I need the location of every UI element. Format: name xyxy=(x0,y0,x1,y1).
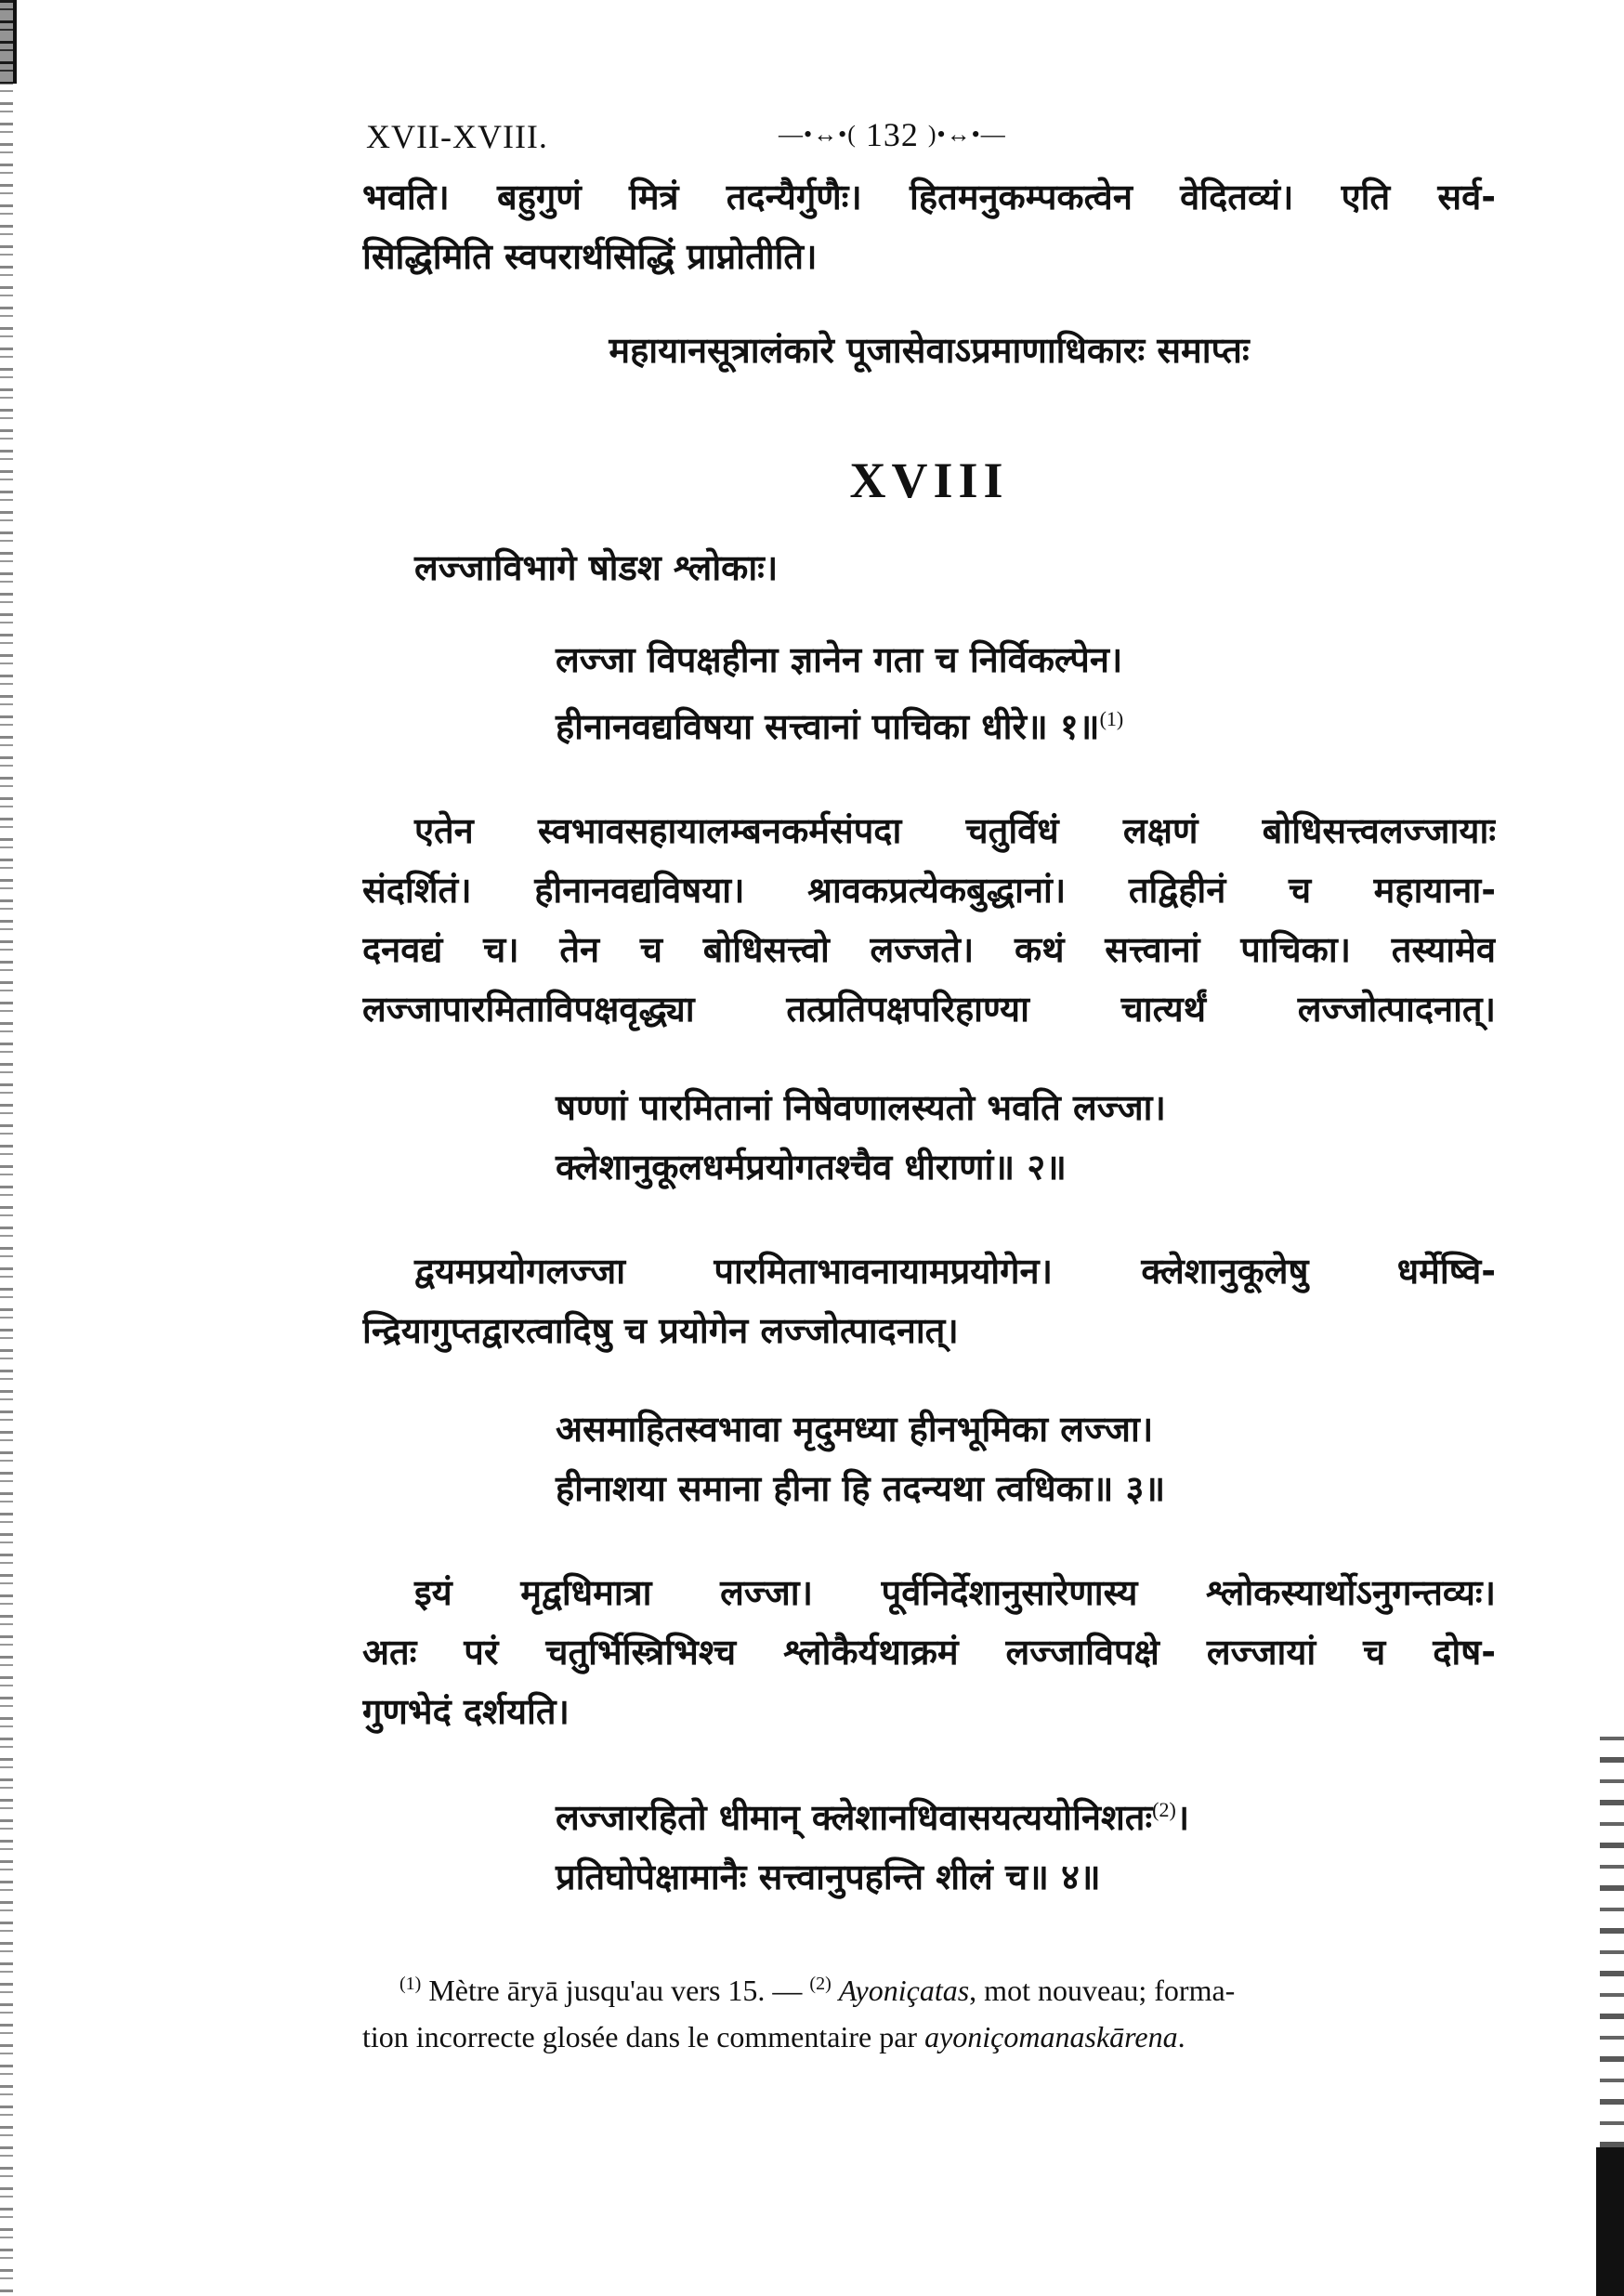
paragraph-line: अतः परं चतुर्भिस्त्रिभिश्च श्लोकैर्यथाक्रमं लज्जाविपक्षे लज्जायां च दोष- xyxy=(362,1632,1496,1673)
footnote-text: Mètre āryā jusqu'au vers 15. — xyxy=(428,1974,810,2007)
commentary-1 xyxy=(362,801,1496,1039)
paragraph-line: न्द्रियागुप्तद्वारत्वादिषु च प्रयोगेन लज्जोत्पादनात्। xyxy=(362,1310,959,1351)
verse-1 xyxy=(362,630,1496,756)
paragraph-line: भवति। बहुगुणं मित्रं तदन्यैर्गुणैः। हितमनुकम्पकत्वेन वेदितव्यं। एति सर्व- xyxy=(362,177,1496,217)
footnote-term: Ayoniçatas xyxy=(838,1974,970,2007)
page-number-block xyxy=(779,115,1006,154)
scan-corner-mark xyxy=(1596,2147,1624,2296)
verse-line: लज्जा विपक्षहीना ज्ञानेन गता च निर्विकल्पेन। xyxy=(556,639,1123,680)
footnote-line xyxy=(362,1961,1496,2014)
footnote-ref: (2) xyxy=(809,1974,832,1994)
paragraph-line: द्वयमप्रयोगलज्जा पारमिताभावनायामप्रयोगेन। क्लेशानुकूलेषु धर्मेष्वि- xyxy=(414,1251,1496,1292)
paragraph-line: सिद्धिमिति स्वपरार्थसिद्धिं प्राप्नोतीति। xyxy=(362,236,818,277)
book-page xyxy=(362,102,1496,2060)
verse-line xyxy=(556,1780,1496,1847)
footnote-end: . xyxy=(1177,2020,1185,2053)
verse-line-end: । xyxy=(1175,1797,1190,1838)
scan-binding-edge xyxy=(0,0,13,2296)
section-range: XVII-XVIII. xyxy=(366,118,548,155)
footnote-marker: (1) xyxy=(1099,707,1124,730)
ornament-left: —•↔•( xyxy=(779,121,857,148)
page-number: 132 xyxy=(865,116,919,153)
paragraph-line: एतेन स्वभावसहायालम्बनकर्मसंपदा चतुर्विधं लक्षणं बोधिसत्त्वलज्जायाः xyxy=(414,810,1496,851)
footnote-text: , mot nouveau; forma- xyxy=(969,1974,1236,2007)
opening-paragraph xyxy=(362,167,1496,286)
chapter-title: XVIII xyxy=(849,453,1009,508)
verse-4 xyxy=(362,1780,1496,1907)
paragraph-line: दनवद्यं च। तेन च बोधिसत्त्वो लज्जते। कथं सत्त्वानां पाचिका। तस्यामेव xyxy=(362,929,1496,970)
verse-line: षण्णां पारमितानां निषेवणालस्यतो भवति लज्जा। xyxy=(556,1087,1166,1128)
footnotes xyxy=(362,1961,1496,2060)
running-head xyxy=(362,102,1496,167)
verse-line: हीनाशया समाना हीना हि तदन्यथा त्वधिका॥ ३॥ xyxy=(556,1468,1166,1509)
verse-line: क्लेशानुकूलधर्मप्रयोगतश्चैव धीराणां॥ २॥ xyxy=(556,1147,1067,1187)
paragraph-line: इयं मृद्वधिमात्रा लज्जा। पूर्वनिर्देशानुसारेणास्य श्लोकस्यार्थोऽनुगन्तव्यः। xyxy=(414,1572,1496,1613)
verse-line: प्रतिघोपेक्षामानैः सत्त्वानुपहन्ति शीलं च॥ ४॥ xyxy=(556,1856,1101,1897)
footnote-marker: (2) xyxy=(1152,1798,1176,1821)
verse-3 xyxy=(362,1399,1496,1518)
ornament-right: )•↔•— xyxy=(927,121,1006,148)
footnote-ref: (1) xyxy=(399,1974,422,1994)
chapter-colophon: महायानसूत्रालंकारे पूजासेवाऽप्रमाणाधिकारः समाप्तः xyxy=(609,330,1250,371)
verse-line xyxy=(556,689,1496,756)
footnote-text: tion incorrecte glosée dans le commentaire par xyxy=(362,2020,925,2053)
verse-line-text: हीनानवद्यविषया सत्त्वानां पाचिका धीरे॥ १॥ xyxy=(556,706,1100,747)
commentary-3 xyxy=(362,1563,1496,1741)
paragraph-line: संदर्शितं। हीनानवद्यविषया। श्रावकप्रत्येकबुद्धानां। तद्विहीनं च महायाना- xyxy=(362,870,1496,911)
paragraph-line: गुणभेदं दर्शयति। xyxy=(362,1691,570,1732)
chapter-intro: लज्जाविभागे षोडश श्लोकाः। xyxy=(414,547,779,588)
footnote-line xyxy=(362,2014,1496,2060)
verse-line: असमाहितस्वभावा मृदुमध्या हीनभूमिका लज्जा। xyxy=(556,1409,1154,1450)
verse-line-text: लज्जारहितो धीमान् क्लेशानधिवासयत्ययोनिशतः xyxy=(556,1797,1153,1838)
footnote-gloss: ayoniçomanaskārena xyxy=(924,2020,1178,2053)
commentary-2 xyxy=(362,1241,1496,1360)
verse-2 xyxy=(362,1078,1496,1197)
paragraph-line: लज्जापारमिताविपक्षवृद्ध्या तत्प्रतिपक्षपरिहाण्या चात्यर्थं लज्जोत्पादनात्। xyxy=(362,989,1496,1030)
